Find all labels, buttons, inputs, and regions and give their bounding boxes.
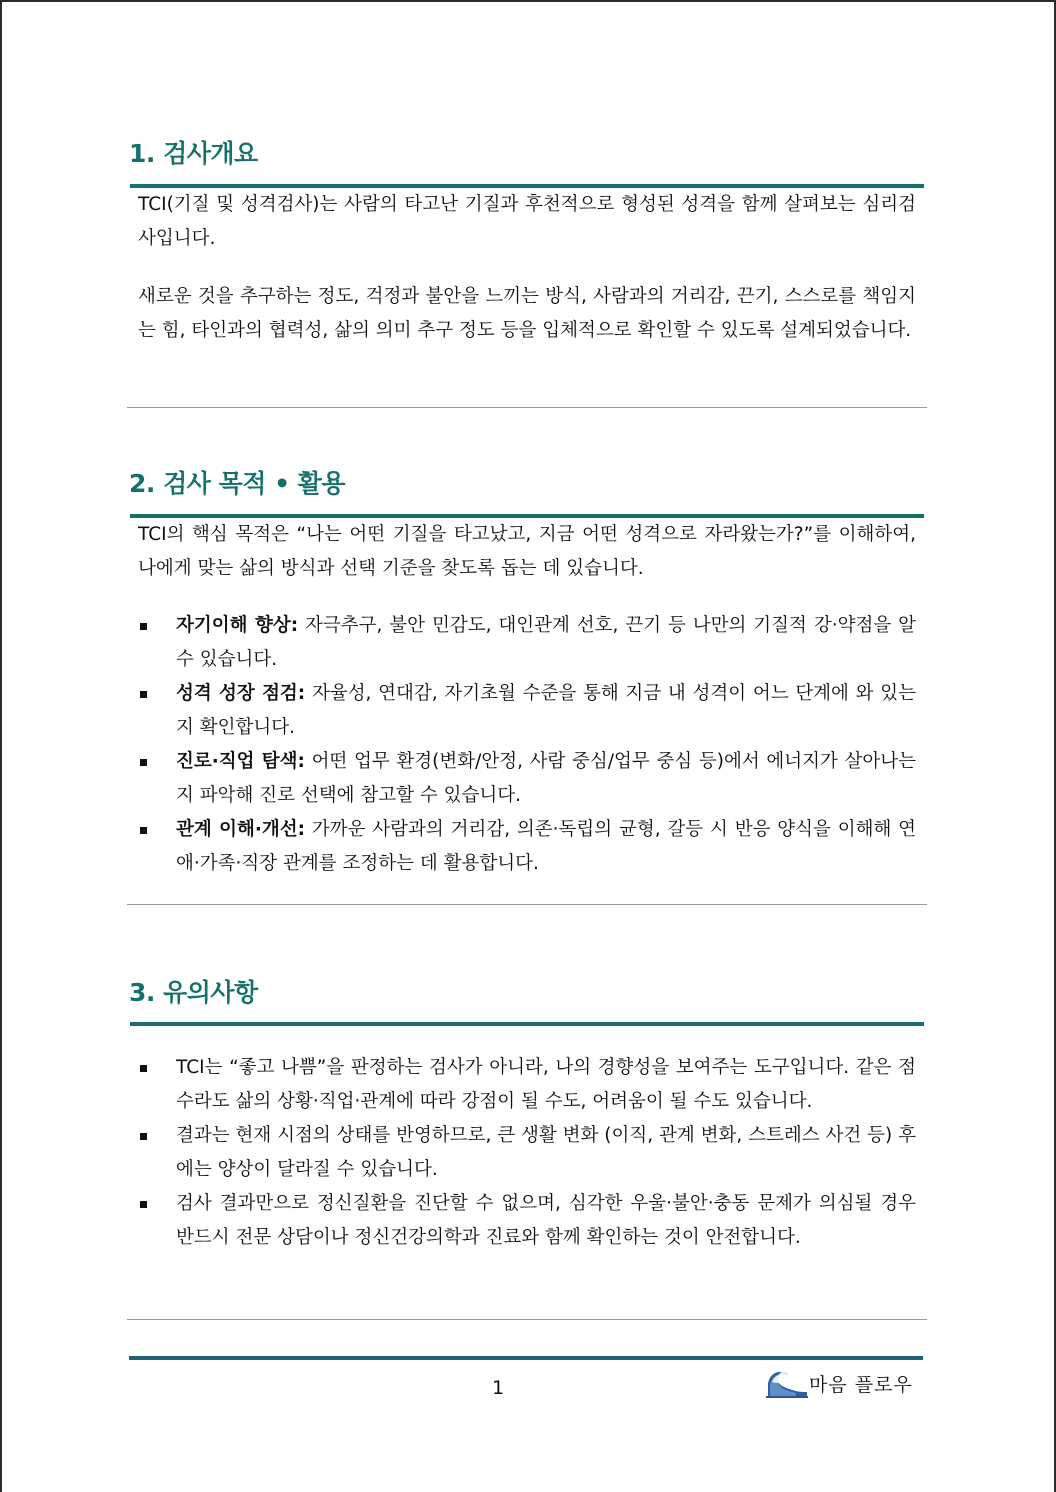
bullet-text: 어떤 업무 환경(변화/안정, 사람 중심/업무 중심 등)에서 에너지가 살아나는지 파악해 진로 선택에 참고할 수 있습니다. (176, 751, 917, 806)
bullet-square-icon (140, 1065, 147, 1072)
bullet-square-icon (140, 1201, 147, 1208)
footer-rule (129, 1356, 923, 1360)
section-divider (127, 904, 927, 905)
section-title-overview: 1. 검사개요 (129, 139, 258, 168)
list-item (138, 609, 916, 677)
brand-name: 마음 플로우 (809, 1374, 913, 1396)
bullet-text: 자극추구, 불안 민감도, 대인관계 선호, 끈기 등 나만의 기질적 강·약점을 알 수 있습니다. (176, 615, 916, 670)
bullet-square-icon (140, 623, 147, 630)
bullet-square-icon (140, 691, 147, 698)
bullet-label: 관계 이해·개선: (176, 819, 306, 840)
list-item (138, 813, 916, 881)
overview-paragraph-1: TCI(기질 및 성격검사)는 사람의 타고난 기질과 후천적으로 형성된 성격을 함께 살펴보는 심리검사입니다. (138, 194, 916, 249)
purpose-paragraph: TCI의 핵심 목적은 “나는 어떤 기질을 타고났고, 지금 어떤 성격으로 자라왔는가?”를 이해하여, 나에게 맞는 삶의 방식과 선택 기준을 찾도록 돕는 데 있습니다. (138, 524, 916, 579)
bullet-text: 자율성, 연대감, 자기초월 수준을 통해 지금 내 성격이 어느 단계에 와 있는지 확인합니다. (176, 683, 917, 738)
cautions-bullet-list (138, 1051, 916, 1255)
section-rule (130, 1022, 924, 1026)
purpose-bullet-list (138, 609, 916, 881)
bullet-square-icon (140, 759, 147, 766)
section-divider (127, 1319, 927, 1320)
brand (766, 1370, 913, 1398)
bullet-text: 검사 결과만으로 정신질환을 진단할 수 없으며, 심각한 우울·불안·충동 문제가 의심될 경우 반드시 전문 상담이나 정신건강의학과 진료와 함께 확인하는 것이 안전합니다. (176, 1193, 916, 1248)
bullet-square-icon (140, 827, 147, 834)
bullet-text: 결과는 현재 시점의 상태를 반영하므로, 큰 생활 변화 (이직, 관계 변화, 스트레스 사건 등) 후에는 양상이 달라질 수 있습니다. (176, 1125, 916, 1180)
page-number: 1 (492, 1377, 505, 1399)
bullet-label: 성격 성장 점검: (176, 683, 306, 704)
section-title-purpose: 2. 검사 목적 • 활용 (129, 469, 346, 498)
list-item (138, 1051, 916, 1119)
list-item (138, 1187, 916, 1255)
section-title-cautions: 3. 유의사항 (129, 978, 258, 1007)
overview-paragraph-2: 새로운 것을 추구하는 정도, 걱정과 불안을 느끼는 방식, 사람과의 거리감, 끈기, 스스로를 책임지는 힘, 타인과의 협력성, 삶의 의미 추구 정도 등을 입체적으로 확인할 수 있도록 설계되었습니다. (138, 286, 916, 341)
list-item (138, 1119, 916, 1187)
bullet-label: 진로·직업 탐색: (176, 751, 305, 772)
list-item (138, 677, 916, 745)
list-item (138, 745, 916, 813)
bullet-square-icon (140, 1133, 147, 1140)
bullet-text: 가까운 사람과의 거리감, 의존·독립의 균형, 갈등 시 반응 양식을 이해해 연애·가족·직장 관계를 조정하는 데 활용합니다. (176, 819, 917, 874)
bullet-text: TCI는 “좋고 나쁨”을 판정하는 검사가 아니라, 나의 경향성을 보여주는 도구입니다. 같은 점수라도 삶의 상황·직업·관계에 따라 강점이 될 수도, 어려움이 될 수도 있습니다. (176, 1057, 916, 1112)
section-divider (127, 407, 927, 408)
wave-icon (766, 1370, 808, 1398)
bullet-label: 자기이해 향상: (176, 615, 299, 636)
